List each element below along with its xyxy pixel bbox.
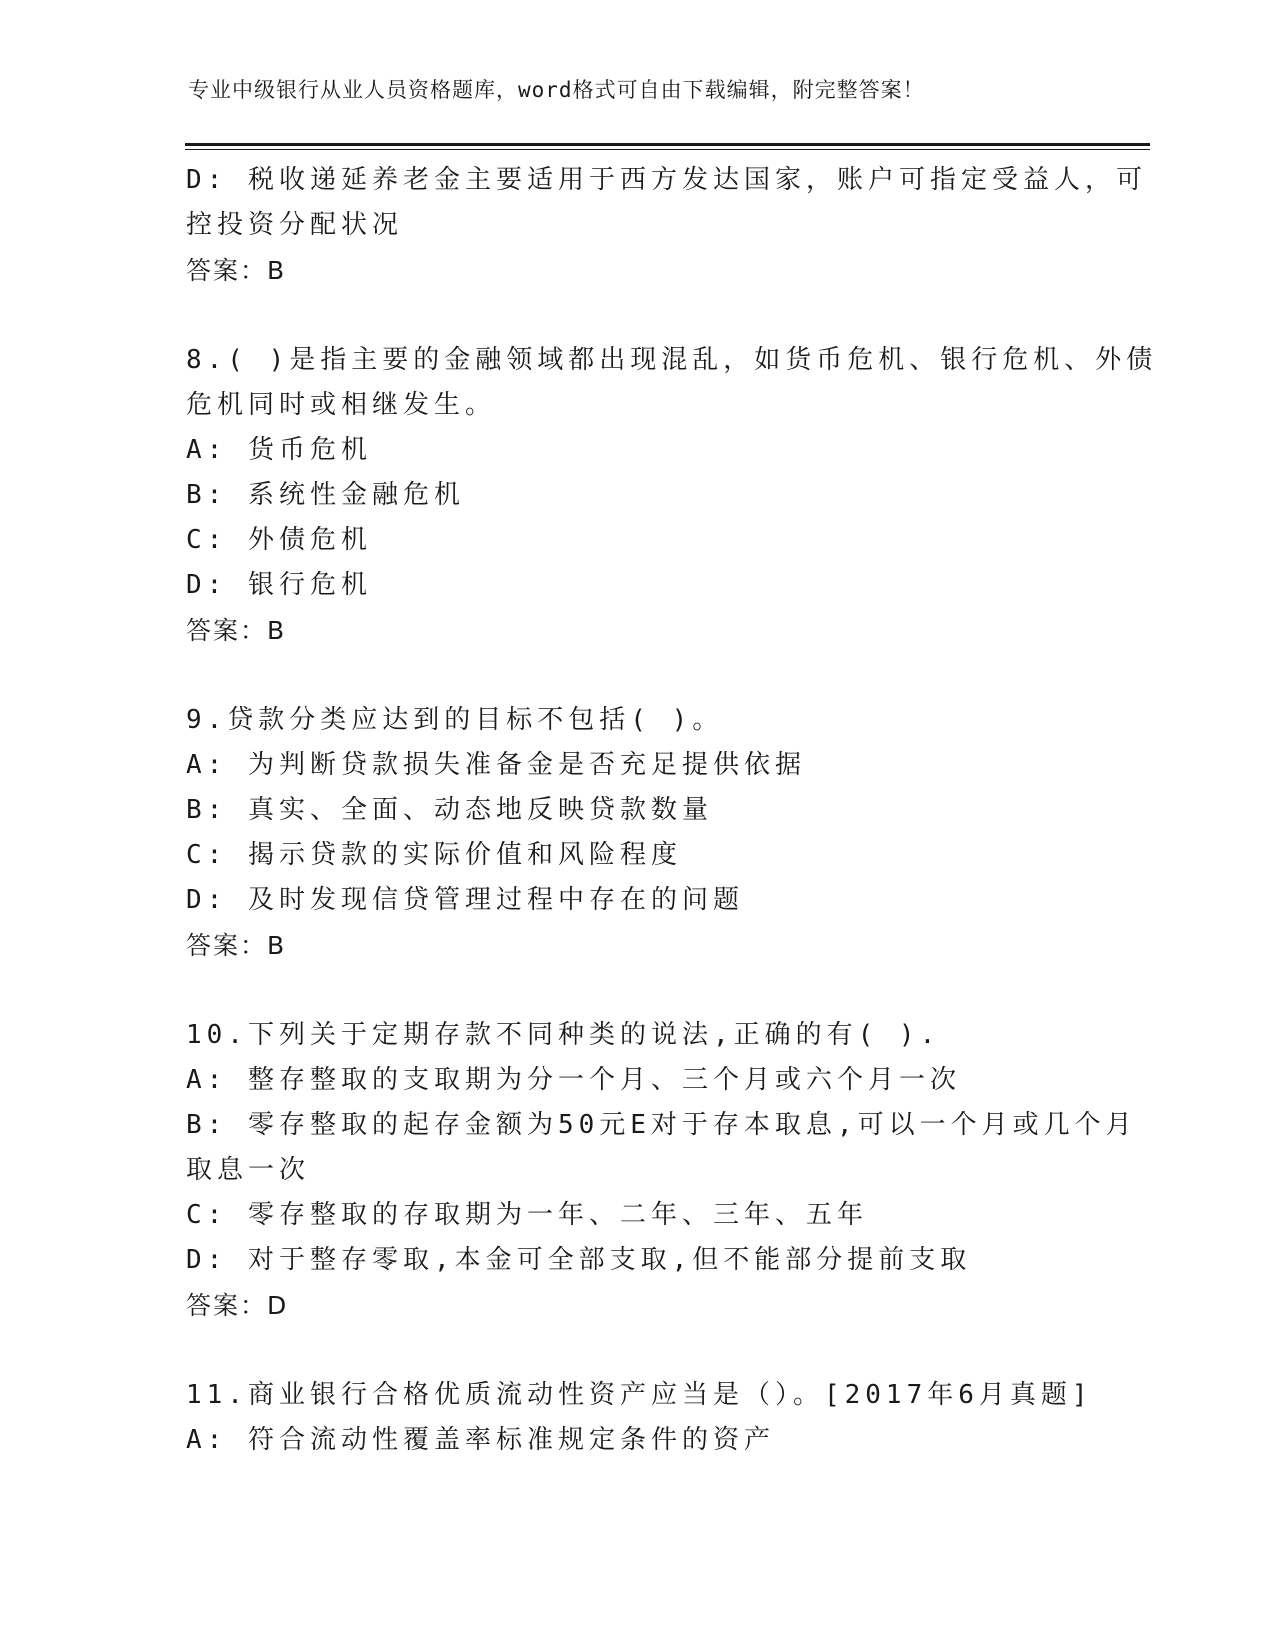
- answer-line: 答案：B: [186, 256, 287, 285]
- option-b-continued: 取息一次: [186, 1155, 311, 1185]
- option-d: D: 对于整存零取,本金可全部支取,但不能部分提前支取: [186, 1245, 972, 1275]
- question-stem: 8.( )是指主要的金融领域都出现混乱，如货币危机、银行危机、外债: [186, 345, 1158, 375]
- option-c: C: 揭示贷款的实际价值和风险程度: [186, 840, 682, 870]
- header-rule-thin: [185, 149, 1150, 150]
- page-header: 专业中级银行从业人员资格题库，word格式可自由下载编辑，附完整答案！: [188, 78, 925, 102]
- option-a: A: 货币危机: [186, 435, 372, 465]
- option-d: D: 税收递延养老金主要适用于西方发达国家，账户可指定受益人，可: [186, 165, 1147, 195]
- option-a: A: 整存整取的支取期为分一个月、三个月或六个月一次: [186, 1065, 961, 1095]
- option-d-continued: 控投资分配状况: [186, 210, 404, 240]
- option-b: B: 零存整取的起存金额为50元E对于存本取息,可以一个月或几个月: [186, 1110, 1137, 1140]
- answer-line: 答案：D: [186, 1291, 289, 1320]
- option-b: B: 系统性金融危机: [186, 480, 465, 510]
- question-stem-continued: 危机同时或相继发生。: [186, 390, 497, 420]
- option-c: C: 零存整取的存取期为一年、二年、三年、五年: [186, 1200, 868, 1230]
- answer-line: 答案：B: [186, 931, 287, 960]
- question-content: [186, 158, 1158, 1463]
- option-a: A: 为判断贷款损失准备金是否充足提供依据: [186, 750, 806, 780]
- question-stem: 9.贷款分类应达到的目标不包括( )。: [186, 705, 724, 735]
- header-rule-thick: [185, 143, 1150, 146]
- option-b: B: 真实、全面、动态地反映贷款数量: [186, 795, 713, 825]
- answer-line: 答案：B: [186, 616, 287, 645]
- option-c: C: 外债危机: [186, 525, 372, 555]
- question-stem: 11.商业银行合格优质流动性资产应当是（）。[2017年6月真题]: [186, 1380, 1093, 1410]
- option-a: A: 符合流动性覆盖率标准规定条件的资产: [186, 1425, 775, 1455]
- option-d: D: 银行危机: [186, 570, 372, 600]
- question-stem: 10.下列关于定期存款不同种类的说法,正确的有( ).: [186, 1020, 941, 1050]
- option-d: D: 及时发现信贷管理过程中存在的问题: [186, 885, 744, 915]
